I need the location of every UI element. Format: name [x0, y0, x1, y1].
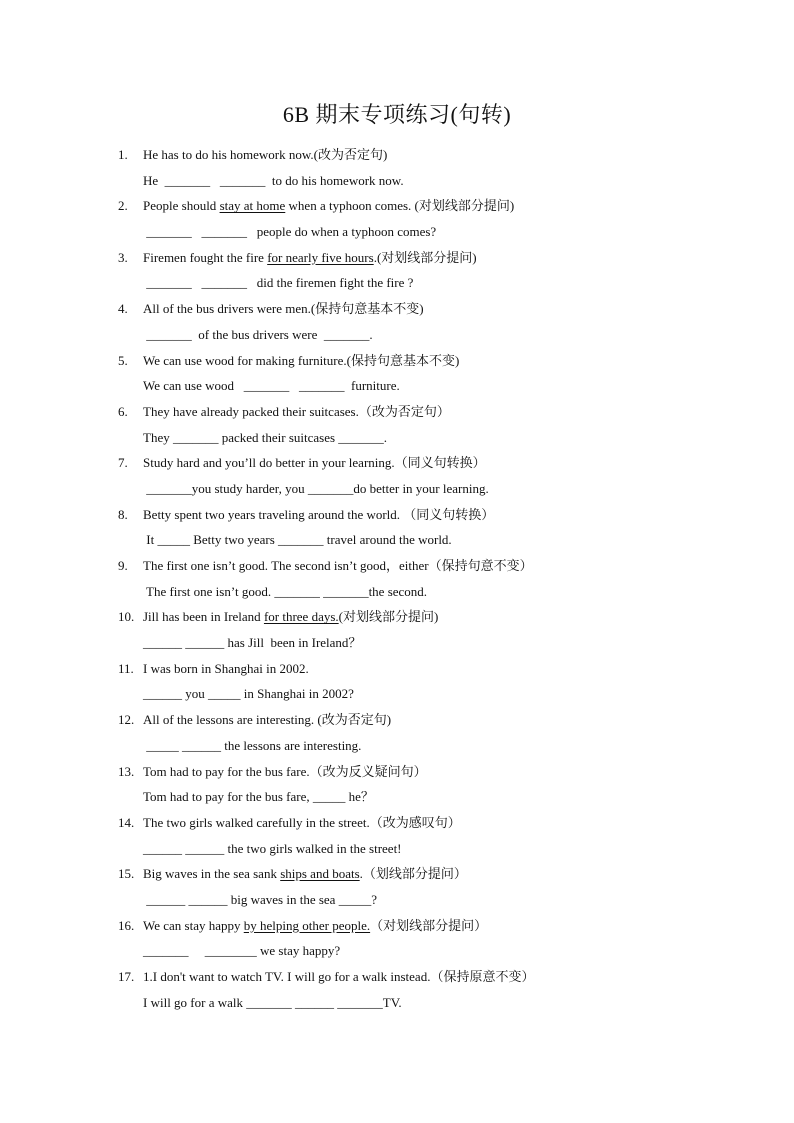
- exercise-item: [118, 604, 758, 655]
- exercise-question-text: [143, 193, 514, 219]
- exercise-question-text: [143, 450, 486, 476]
- exercise-question-text: [143, 348, 459, 374]
- exercise-question: [118, 142, 758, 168]
- exercise-question-text: [143, 245, 477, 271]
- exercise-question: [118, 450, 758, 476]
- exercise-question: [118, 399, 758, 425]
- exercise-answer-line[interactable]: _______you study harder, you _______do better in your learning.: [143, 480, 489, 496]
- exercise-answer-line[interactable]: It _____ Betty two years _______ travel around the world.: [143, 532, 452, 548]
- exercise-number: 5.: [118, 352, 128, 368]
- exercise-item: [118, 759, 758, 810]
- exercise-item: [118, 296, 758, 347]
- exercise-item: [118, 964, 758, 1015]
- exercise-question-text: [143, 296, 424, 322]
- exercise-number: 9.: [118, 558, 128, 573]
- exercise-answer-line[interactable]: ______ ______ has Jill been in Ireland？: [143, 635, 362, 651]
- text-segment: Betty spent two years traveling around the world. （同义句转换）: [143, 506, 495, 522]
- exercise-question: [118, 502, 758, 528]
- exercise-question-text: [143, 707, 391, 733]
- exercise-answer-line[interactable]: We can use wood _______ _______ furniture.: [143, 378, 400, 394]
- exercise-answer-line[interactable]: ______ you _____ in Shanghai in 2002?: [143, 686, 354, 702]
- exercise-question: [118, 193, 758, 219]
- exercise-item: [118, 450, 758, 501]
- exercise-answer-line[interactable]: _______ of the bus drivers were _______.: [143, 326, 373, 342]
- text-segment: All of the bus drivers were men.(保持句意基本不变): [143, 301, 424, 317]
- exercise-question: [118, 964, 758, 990]
- text-segment: .(对划线部分提问): [373, 249, 477, 265]
- text-segment: Study hard and you’ll do better in your learning.（同义句转换）: [143, 455, 486, 471]
- exercise-list: [118, 142, 758, 1015]
- exercise-question-text: [143, 502, 494, 528]
- text-segment: Firemen fought the fire: [143, 249, 268, 265]
- exercise-number: 17.: [118, 969, 135, 984]
- exercise-question: [118, 707, 758, 733]
- exercise-question: [118, 656, 758, 682]
- exercise-question: [118, 861, 758, 887]
- exercise-question-text: [143, 399, 450, 425]
- exercise-answer-line[interactable]: _______ _______ did the firemen fight the fire ?: [143, 275, 414, 291]
- exercise-question-text: [143, 142, 387, 168]
- exercise-item: [118, 707, 758, 758]
- exercise-question: [118, 553, 758, 579]
- text-segment: The first one isn’t good. The second isn’t good，either（保持句意不变）: [143, 558, 533, 573]
- exercise-question-text: [143, 964, 534, 990]
- exercise-number: 2.: [118, 198, 128, 214]
- text-segment: (对划线部分提问): [338, 609, 439, 625]
- text-segment: when a typhoon comes. (对划线部分提问): [285, 198, 515, 214]
- text-segment: We can stay happy: [143, 917, 244, 933]
- exercise-number: 10.: [118, 609, 135, 625]
- exercise-question: [118, 604, 758, 630]
- exercise-number: 11.: [118, 660, 134, 676]
- exercise-item: [118, 861, 758, 912]
- exercise-number: 15.: [118, 866, 135, 882]
- exercise-item: [118, 656, 758, 707]
- exercise-item: [118, 399, 758, 450]
- text-segment: （对划线部分提问）: [370, 917, 488, 933]
- exercise-number: 13.: [118, 763, 135, 779]
- exercise-number: 1.: [118, 147, 128, 162]
- exercise-question-text: [143, 604, 438, 630]
- exercise-question: [118, 810, 758, 836]
- text-segment: Jill has been in Ireland: [143, 609, 264, 625]
- text-segment: People should: [143, 198, 220, 214]
- exercise-number: 3.: [118, 249, 128, 265]
- underlined-segment: stay at home: [219, 198, 286, 214]
- exercise-answer-line[interactable]: They _______ packed their suitcases _______.: [143, 429, 388, 445]
- exercise-answer-line[interactable]: Tom had to pay for the bus fare, _____ he？: [143, 789, 374, 805]
- exercise-number: 6.: [118, 403, 128, 419]
- exercise-question-text: [143, 913, 487, 939]
- underlined-segment: for three days.: [263, 609, 339, 625]
- text-segment: All of the lessons are interesting. (改为否定句): [143, 712, 392, 728]
- text-segment: He has to do his homework now.(改为否定句): [143, 147, 388, 162]
- text-segment: They have already packed their suitcases.（改为否定句）: [143, 403, 450, 419]
- exercise-answer-line[interactable]: ______ ______ the two girls walked in the street!: [143, 840, 402, 856]
- exercise-question: [118, 245, 758, 271]
- exercise-question-text: [143, 553, 533, 579]
- text-segment: I was born in Shanghai in 2002.: [143, 660, 309, 676]
- exercise-number: 8.: [118, 506, 128, 522]
- exercise-item: [118, 502, 758, 553]
- underlined-segment: by helping other people.: [243, 917, 371, 933]
- exercise-number: 16.: [118, 917, 135, 933]
- exercise-number: 14.: [118, 814, 135, 830]
- exercise-number: 12.: [118, 712, 135, 728]
- text-segment: Tom had to pay for the bus fare.（改为反义疑问句）: [143, 763, 427, 779]
- exercise-answer-line[interactable]: ______ ______ big waves in the sea _____?: [143, 891, 377, 907]
- exercise-answer-line[interactable]: _______ _______ people do when a typhoon comes?: [143, 224, 437, 240]
- exercise-question: [118, 348, 758, 374]
- exercise-question: [118, 759, 758, 785]
- exercise-item: [118, 913, 758, 964]
- text-segment: 1.I don't want to watch TV. I will go for a walk instead.（保持原意不变）: [143, 969, 535, 984]
- underlined-segment: ships and boats: [280, 866, 360, 882]
- underlined-segment: for nearly five hours: [267, 249, 374, 265]
- page-title: 6B 期末专项练习(句转): [282, 102, 512, 127]
- exercise-answer-line[interactable]: He _______ _______ to do his homework now.: [143, 172, 404, 188]
- text-segment: Big waves in the sea sank: [143, 866, 281, 882]
- text-segment: We can use wood for making furniture.(保持句意基本不变): [143, 352, 460, 368]
- exercise-item: [118, 810, 758, 861]
- text-segment: .（划线部分提问）: [359, 866, 467, 882]
- exercise-answer-line[interactable]: The first one isn’t good. _______ _______the second.: [143, 583, 428, 599]
- exercise-answer-line[interactable]: _______ ________ we stay happy?: [143, 943, 341, 959]
- exercise-question: [118, 296, 758, 322]
- exercise-item: [118, 245, 758, 296]
- exercise-question-text: [143, 810, 461, 836]
- exercise-item: [118, 142, 758, 193]
- exercise-item: [118, 348, 758, 399]
- text-segment: The two girls walked carefully in the street.（改为感叹句）: [143, 814, 461, 830]
- exercise-question-text: [143, 656, 309, 682]
- exercise-question: [118, 913, 758, 939]
- exercise-answer-line[interactable]: I will go for a walk _______ ______ _______TV.: [143, 994, 402, 1010]
- exercise-question-text: [143, 759, 427, 785]
- exercise-question-text: [143, 861, 467, 887]
- exercise-item: [118, 553, 758, 604]
- exercise-number: 7.: [118, 455, 128, 471]
- exercise-answer-line[interactable]: _____ ______ the lessons are interesting.: [143, 737, 362, 753]
- exercise-number: 4.: [118, 301, 128, 317]
- exercise-item: [118, 193, 758, 244]
